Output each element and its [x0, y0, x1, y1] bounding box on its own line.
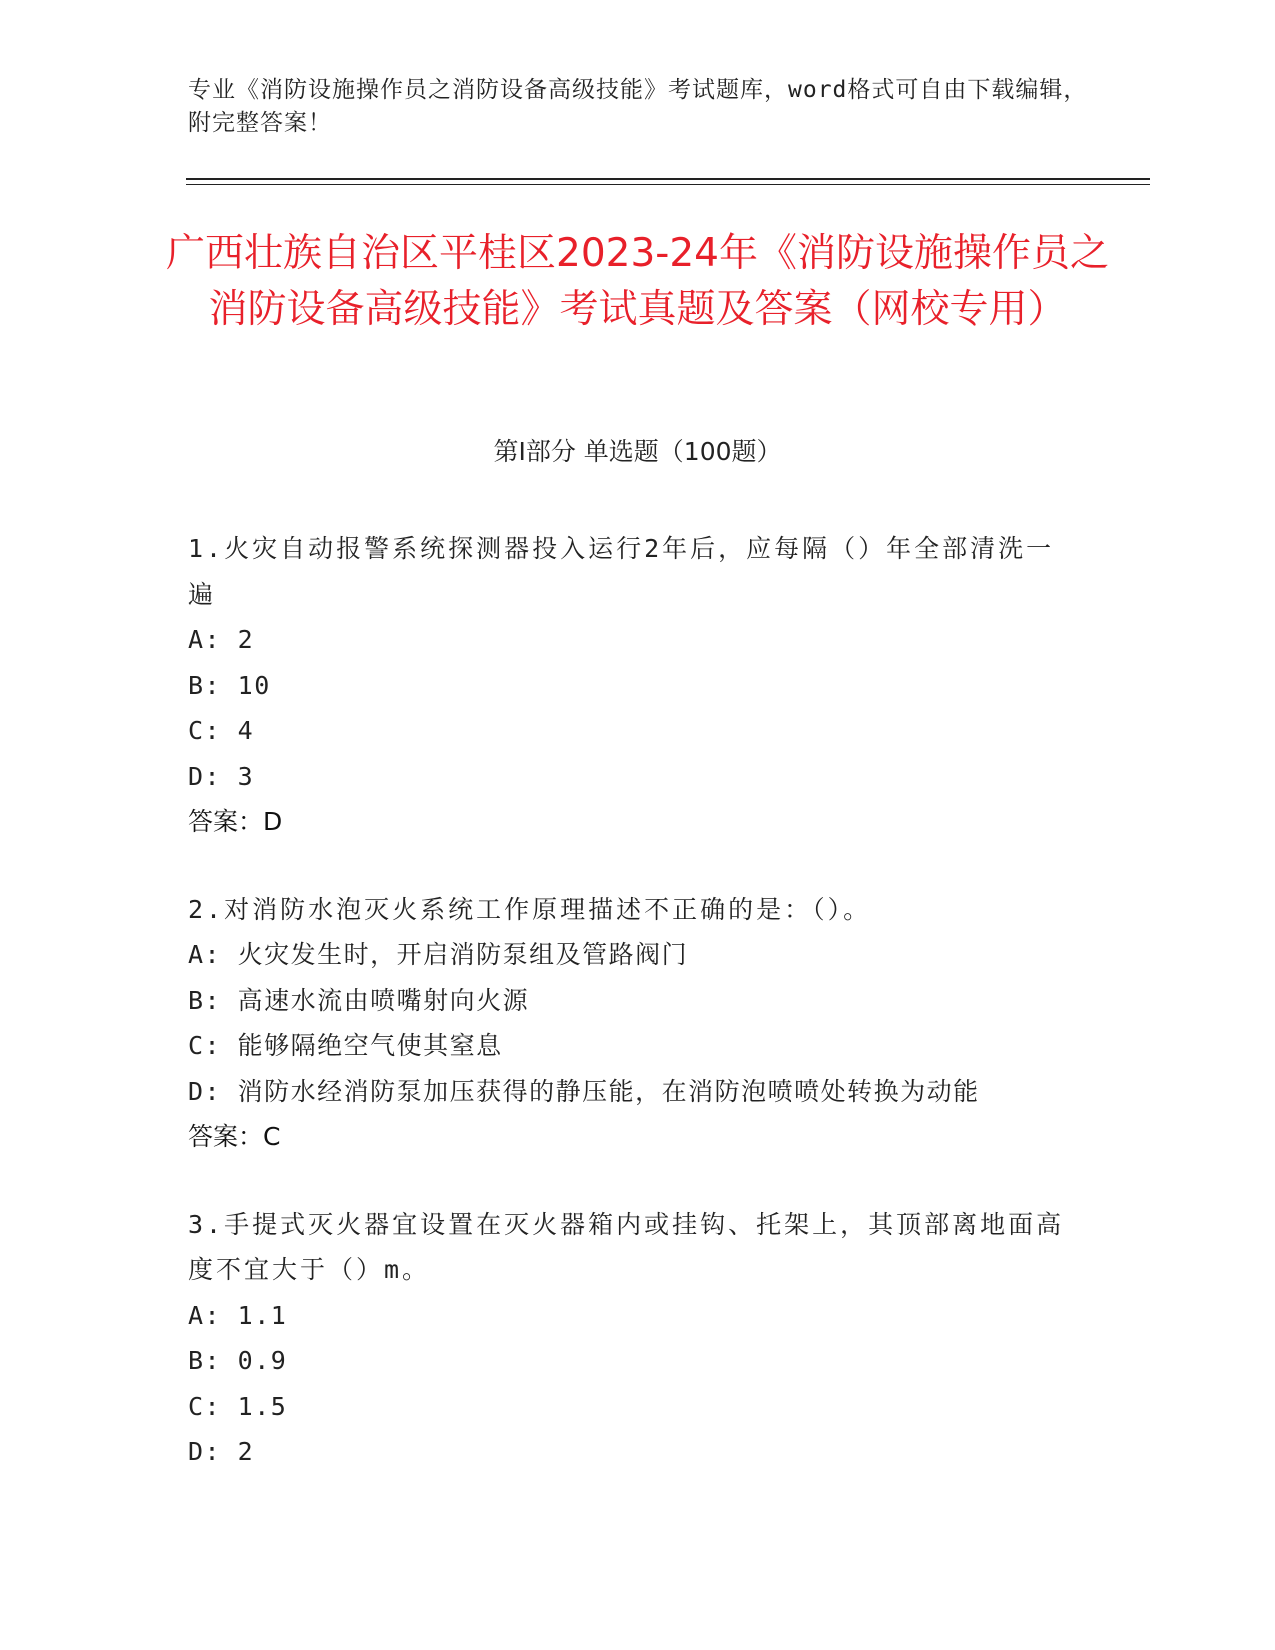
option-a: A: 火灾发生时，开启消防泵组及管路阀门	[188, 940, 689, 969]
option-d: D: 3	[188, 761, 255, 791]
answer-line: 答案：C	[188, 1122, 281, 1151]
header-divider-thin	[186, 184, 1150, 185]
option-d: D: 消防水经消防泵加压获得的静压能，在消防泡喷喷处转换为动能	[188, 1076, 980, 1106]
header-divider-thick	[186, 178, 1150, 180]
option-a: A: 2	[188, 625, 255, 654]
option-c: C: 4	[188, 716, 255, 745]
question-list	[188, 526, 1068, 1517]
option-d: D: 2	[188, 1437, 255, 1466]
option-b: B: 0.9	[188, 1346, 288, 1375]
option-b: B: 高速水流由喷嘴射向火源	[188, 985, 530, 1015]
question-3	[188, 1202, 1068, 1475]
header-note: 专业《消防设施操作员之消防设备高级技能》考试题库，word格式可自由下载编辑，附完整答案！	[188, 77, 1088, 136]
document-title: 广西壮族自治区平桂区2023-24年《消防设施操作员之消防设备高级技能》考试真题及答案（网校专用）	[166, 231, 1109, 332]
option-a: A: 1.1	[188, 1300, 288, 1330]
question-stem: 1.火灾自动报警系统探测器投入运行2年后，应每隔（）年全部清洗一遍	[188, 534, 1055, 609]
section-heading: 第Ⅰ部分 单选题（100题）	[493, 437, 782, 466]
question-stem: 3.手提式灭火器宜设置在灭火器箱内或挂钩、托架上，其顶部离地面高度不宜大于（）m。	[188, 1209, 1065, 1284]
question-stem: 2.对消防水泡灭火系统工作原理描述不正确的是：（）。	[188, 894, 872, 924]
option-b: B: 10	[188, 670, 271, 700]
option-c: C: 1.5	[188, 1391, 288, 1421]
answer-line: 答案：D	[188, 807, 283, 836]
question-2	[188, 887, 1068, 1160]
question-1	[188, 526, 1068, 845]
option-c: C: 能够隔绝空气使其窒息	[188, 1031, 503, 1060]
